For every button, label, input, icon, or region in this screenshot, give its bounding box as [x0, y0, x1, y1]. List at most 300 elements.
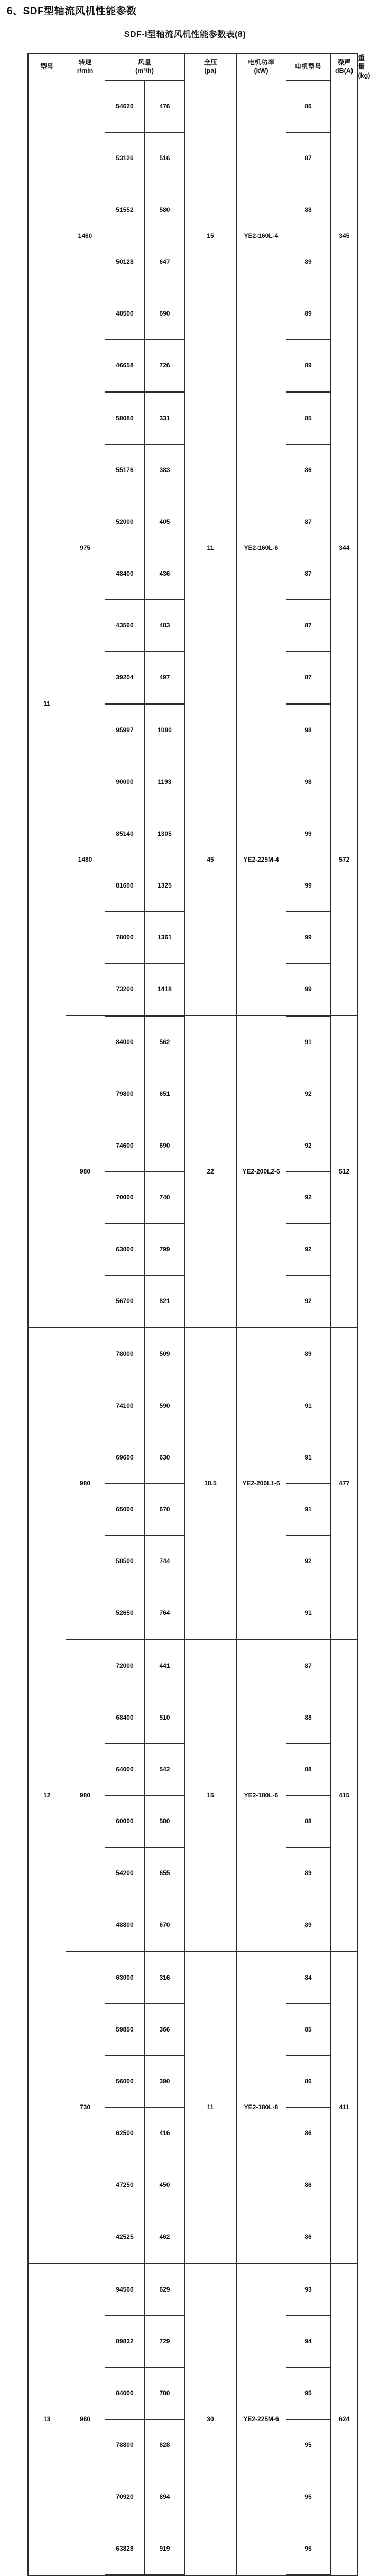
table-title: SDF-I型轴流风机性能参数表(8)	[124, 30, 246, 39]
pressure-cell: 1418	[145, 963, 184, 1015]
table-row	[105, 1795, 184, 1847]
pressure-cell: 441	[145, 1640, 184, 1692]
table-row	[286, 1795, 330, 1847]
pressure-cell: 726	[145, 339, 184, 391]
noise-grid	[286, 1640, 330, 1951]
noise-container	[286, 80, 330, 392]
noise-container	[286, 392, 330, 704]
pressure-cell: 1080	[145, 704, 184, 756]
weight-cell: 415	[330, 1639, 358, 1951]
table-row	[286, 1587, 330, 1639]
table-row	[286, 756, 330, 808]
table-row	[286, 1432, 330, 1483]
weight-cell: 624	[330, 2263, 358, 2575]
flow-pressure-grid	[105, 1016, 184, 1327]
table-row	[286, 2471, 330, 2523]
flow-cell: 50128	[105, 236, 145, 288]
noise-cell: 89	[286, 339, 330, 391]
table-row	[105, 1899, 184, 1951]
noise-cell: 89	[286, 1328, 330, 1380]
table-row	[286, 2003, 330, 2055]
table-row	[105, 496, 184, 548]
noise-cell: 86	[286, 2159, 330, 2211]
pressure-cell: 580	[145, 1795, 184, 1847]
noise-cell: 92	[286, 1068, 330, 1120]
flow-cell: 59850	[105, 2003, 145, 2055]
power-cell: 15	[184, 1639, 236, 1951]
pressure-cell: 740	[145, 1171, 184, 1223]
noise-cell: 89	[286, 1847, 330, 1899]
pressure-cell: 542	[145, 1743, 184, 1795]
flow-pressure-grid	[105, 1328, 184, 1639]
noise-grid	[286, 2264, 330, 2575]
pressure-cell: 450	[145, 2159, 184, 2211]
table-row	[286, 392, 330, 444]
flow-cell: 52650	[105, 1587, 145, 1639]
table-row	[105, 132, 184, 184]
flow-cell: 48500	[105, 288, 145, 339]
weight-cell: 345	[330, 80, 358, 392]
table-row	[286, 80, 330, 132]
pressure-cell: 828	[145, 2419, 184, 2471]
table-row	[105, 392, 184, 444]
power-cell: 22	[184, 1015, 236, 1327]
col-header-power: 电机功率 (kW)	[236, 53, 286, 80]
table-row	[286, 1952, 330, 2003]
table-row	[105, 1952, 184, 2003]
motor-model-cell: YE2-200L2-6	[236, 1015, 286, 1327]
noise-cell: 91	[286, 1380, 330, 1432]
fan-block-row	[28, 1639, 358, 1951]
pressure-cell: 476	[145, 80, 184, 132]
flow-cell: 39204	[105, 651, 145, 703]
flow-pressure-container	[105, 392, 184, 704]
flow-cell: 62500	[105, 2107, 145, 2159]
pressure-cell: 483	[145, 599, 184, 651]
weight-cell: 411	[330, 1951, 358, 2263]
table-row	[286, 1275, 330, 1327]
table-row	[286, 2315, 330, 2367]
pressure-cell: 1305	[145, 808, 184, 860]
table-row	[105, 2315, 184, 2367]
model-cell: 12	[28, 1327, 66, 2263]
flow-cell: 94560	[105, 2264, 145, 2315]
motor-model-cell: YE2-200L1-6	[236, 1327, 286, 1639]
noise-cell: 94	[286, 2315, 330, 2367]
table-row	[105, 1847, 184, 1899]
table-row	[286, 548, 330, 599]
flow-pressure-container	[105, 80, 184, 392]
table-row	[286, 2523, 330, 2574]
col-header-noise: 噪声 dB(A)	[330, 53, 358, 80]
table-row	[105, 1483, 184, 1535]
pressure-cell: 416	[145, 2107, 184, 2159]
table-row	[105, 548, 184, 599]
flow-cell: 60000	[105, 1795, 145, 1847]
noise-cell: 89	[286, 236, 330, 288]
pressure-cell: 647	[145, 236, 184, 288]
table-row	[286, 911, 330, 963]
flow-cell: 48400	[105, 548, 145, 599]
pressure-cell: 630	[145, 1432, 184, 1483]
pressure-cell: 590	[145, 1380, 184, 1432]
noise-cell: 88	[286, 1743, 330, 1795]
motor-model-cell: YE2-225M-6	[236, 2263, 286, 2575]
pressure-cell: 436	[145, 548, 184, 599]
col-header-pressure: 全压 (pa)	[184, 53, 236, 80]
noise-cell: 92	[286, 1275, 330, 1327]
fan-block-row	[28, 80, 358, 392]
motor-model-cell: YE2-160L-6	[236, 392, 286, 704]
table-row	[105, 1120, 184, 1171]
flow-pressure-container	[105, 1639, 184, 1951]
noise-cell: 85	[286, 2003, 330, 2055]
flow-pressure-container	[105, 1327, 184, 1639]
flow-pressure-container	[105, 1951, 184, 2263]
pressure-cell: 405	[145, 496, 184, 548]
pressure-cell: 744	[145, 1535, 184, 1587]
fan-block-row	[28, 1015, 358, 1327]
flow-pressure-grid	[105, 80, 184, 392]
flow-cell: 79800	[105, 1068, 145, 1120]
pressure-cell: 1361	[145, 911, 184, 963]
pressure-cell: 655	[145, 1847, 184, 1899]
noise-grid	[286, 1328, 330, 1639]
flow-cell: 89832	[105, 2315, 145, 2367]
speed-cell: 980	[66, 2263, 105, 2575]
pressure-cell: 331	[145, 392, 184, 444]
noise-cell: 86	[286, 444, 330, 496]
table-row	[286, 963, 330, 1015]
speed-cell: 980	[66, 1015, 105, 1327]
flow-pressure-grid	[105, 1640, 184, 1951]
table-row	[105, 444, 184, 496]
table-row	[105, 1275, 184, 1327]
noise-cell: 95	[286, 2471, 330, 2523]
pressure-cell: 780	[145, 2367, 184, 2419]
power-cell: 11	[184, 1951, 236, 2263]
flow-cell: 73200	[105, 963, 145, 1015]
table-row	[286, 2419, 330, 2471]
pressure-cell: 629	[145, 2264, 184, 2315]
table-row	[105, 1016, 184, 1068]
table-row	[286, 2159, 330, 2211]
table-row	[286, 444, 330, 496]
flow-cell: 90000	[105, 756, 145, 808]
table-row	[286, 1380, 330, 1432]
table-row	[105, 2107, 184, 2159]
flow-cell: 74100	[105, 1380, 145, 1432]
noise-cell: 95	[286, 2523, 330, 2574]
table-row	[105, 288, 184, 339]
table-row	[105, 860, 184, 911]
noise-cell: 91	[286, 1587, 330, 1639]
flow-cell: 48800	[105, 1899, 145, 1951]
table-body	[28, 80, 358, 2575]
pressure-cell: 670	[145, 1483, 184, 1535]
flow-pressure-container	[105, 2263, 184, 2575]
weight-cell: 344	[330, 392, 358, 704]
noise-cell: 88	[286, 1795, 330, 1847]
table-row	[105, 1692, 184, 1743]
fan-block-row	[28, 1951, 358, 2263]
noise-cell: 87	[286, 132, 330, 184]
pressure-cell: 562	[145, 1016, 184, 1068]
noise-cell: 91	[286, 1432, 330, 1483]
flow-cell: 70000	[105, 1171, 145, 1223]
noise-cell: 98	[286, 704, 330, 756]
table-row	[105, 2211, 184, 2263]
pressure-cell: 516	[145, 132, 184, 184]
table-row	[105, 2003, 184, 2055]
flow-cell: 70920	[105, 2471, 145, 2523]
pressure-cell: 919	[145, 2523, 184, 2574]
table-row	[286, 1120, 330, 1171]
noise-cell: 99	[286, 911, 330, 963]
noise-cell: 87	[286, 548, 330, 599]
table-row	[105, 1432, 184, 1483]
speed-cell: 730	[66, 1951, 105, 2263]
table-row	[105, 1171, 184, 1223]
table-row	[286, 1692, 330, 1743]
noise-cell: 88	[286, 184, 330, 236]
table-row	[286, 236, 330, 288]
flow-cell: 69600	[105, 1432, 145, 1483]
table-row	[105, 1743, 184, 1795]
table-row	[105, 963, 184, 1015]
noise-cell: 91	[286, 1016, 330, 1068]
motor-model-cell: YE2-180L-6	[236, 1639, 286, 1951]
col-header-speed: 转速 r/min	[66, 53, 105, 80]
pressure-cell: 580	[145, 184, 184, 236]
table-row	[286, 1016, 330, 1068]
flow-cell: 54200	[105, 1847, 145, 1899]
flow-cell: 58500	[105, 1535, 145, 1587]
noise-cell: 99	[286, 963, 330, 1015]
speed-cell: 1480	[66, 704, 105, 1015]
pressure-cell: 366	[145, 2003, 184, 2055]
noise-container	[286, 1015, 330, 1327]
pressure-cell: 690	[145, 1120, 184, 1171]
flow-cell: 78000	[105, 911, 145, 963]
pressure-cell: 799	[145, 1223, 184, 1275]
fan-block-row	[28, 704, 358, 1015]
fan-block-row	[28, 392, 358, 704]
pressure-cell: 690	[145, 288, 184, 339]
table-row	[105, 1068, 184, 1120]
flow-pressure-grid	[105, 392, 184, 704]
table-row	[286, 1640, 330, 1692]
flow-cell: 58080	[105, 392, 145, 444]
table-row	[286, 1068, 330, 1120]
noise-cell: 98	[286, 756, 330, 808]
noise-container	[286, 1639, 330, 1951]
flow-cell: 54620	[105, 80, 145, 132]
table-row	[105, 184, 184, 236]
pressure-cell: 509	[145, 1328, 184, 1380]
table-row	[105, 1535, 184, 1587]
table-row	[286, 1743, 330, 1795]
table-row	[105, 236, 184, 288]
flow-cell: 63000	[105, 1223, 145, 1275]
noise-cell: 87	[286, 1640, 330, 1692]
noise-cell: 86	[286, 2107, 330, 2159]
flow-cell: 85140	[105, 808, 145, 860]
power-cell: 15	[184, 80, 236, 392]
flow-cell: 78000	[105, 1328, 145, 1380]
flow-cell: 72000	[105, 1640, 145, 1692]
table-row	[286, 2107, 330, 2159]
pressure-cell: 651	[145, 1068, 184, 1120]
table-row	[286, 599, 330, 651]
noise-cell: 87	[286, 651, 330, 703]
flow-cell: 74600	[105, 1120, 145, 1171]
table-row	[105, 1640, 184, 1692]
model-cell: 13	[28, 2263, 66, 2575]
page-title: 6、SDF型轴流风机性能参数	[7, 6, 137, 17]
table-row	[286, 651, 330, 703]
table-row	[286, 339, 330, 391]
noise-container	[286, 704, 330, 1015]
pressure-cell: 383	[145, 444, 184, 496]
table-row	[105, 2264, 184, 2315]
table-row	[286, 1171, 330, 1223]
table-row	[105, 756, 184, 808]
table-row	[286, 2367, 330, 2419]
noise-grid	[286, 392, 330, 704]
table-row	[105, 704, 184, 756]
table-row	[105, 599, 184, 651]
speed-cell: 1460	[66, 80, 105, 392]
flow-cell: 81600	[105, 860, 145, 911]
noise-cell: 86	[286, 80, 330, 132]
table-row	[105, 2471, 184, 2523]
flow-cell: 46658	[105, 339, 145, 391]
table-row	[286, 1847, 330, 1899]
table-row	[105, 1380, 184, 1432]
table-row	[105, 1223, 184, 1275]
table-row	[105, 2159, 184, 2211]
col-header-flow: 风量 (m³/h)	[105, 53, 184, 80]
noise-cell: 89	[286, 288, 330, 339]
table-row	[286, 2055, 330, 2107]
table-row	[286, 288, 330, 339]
noise-cell: 92	[286, 1120, 330, 1171]
flow-cell: 52000	[105, 496, 145, 548]
weight-cell: 572	[330, 704, 358, 1015]
table-row	[286, 2211, 330, 2263]
flow-cell: 68400	[105, 1692, 145, 1743]
noise-cell: 87	[286, 599, 330, 651]
table-row	[286, 132, 330, 184]
power-cell: 30	[184, 2263, 236, 2575]
table-row	[105, 911, 184, 963]
noise-grid	[286, 80, 330, 392]
flow-cell: 51552	[105, 184, 145, 236]
table-row	[105, 1328, 184, 1380]
col-header-model: 型号	[28, 53, 66, 80]
flow-pressure-grid	[105, 704, 184, 1015]
flow-cell: 42525	[105, 2211, 145, 2263]
noise-cell: 91	[286, 1483, 330, 1535]
motor-model-cell: YE2-160L-4	[236, 80, 286, 392]
flow-pressure-container	[105, 704, 184, 1015]
pressure-cell: 1325	[145, 860, 184, 911]
noise-cell: 84	[286, 1952, 330, 2003]
col-header-motor: 电机型号	[286, 53, 330, 80]
pressure-cell: 670	[145, 1899, 184, 1951]
noise-grid	[286, 1952, 330, 2263]
table-row	[286, 1535, 330, 1587]
speed-cell: 975	[66, 392, 105, 704]
table-row	[286, 1899, 330, 1951]
flow-pressure-grid	[105, 1952, 184, 2263]
noise-grid	[286, 704, 330, 1015]
noise-cell: 85	[286, 392, 330, 444]
weight-cell: 477	[330, 1327, 358, 1639]
flow-cell: 53126	[105, 132, 145, 184]
noise-cell: 93	[286, 2264, 330, 2315]
flow-cell: 56700	[105, 1275, 145, 1327]
flow-cell: 84000	[105, 1016, 145, 1068]
flow-cell: 47250	[105, 2159, 145, 2211]
noise-cell: 86	[286, 2211, 330, 2263]
table-row	[105, 1587, 184, 1639]
noise-container	[286, 1327, 330, 1639]
speed-cell: 980	[66, 1327, 105, 1639]
model-cell: 11	[28, 80, 66, 1327]
power-cell: 18.5	[184, 1327, 236, 1639]
flow-pressure-container	[105, 1015, 184, 1327]
flow-cell: 95997	[105, 704, 145, 756]
pressure-cell: 764	[145, 1587, 184, 1639]
table-row	[105, 2523, 184, 2574]
table-row	[286, 2264, 330, 2315]
table-row	[286, 1328, 330, 1380]
noise-cell: 99	[286, 808, 330, 860]
pressure-cell: 462	[145, 2211, 184, 2263]
noise-container	[286, 1951, 330, 2263]
noise-cell: 87	[286, 496, 330, 548]
flow-cell: 84000	[105, 2367, 145, 2419]
noise-cell: 89	[286, 1899, 330, 1951]
pressure-cell: 729	[145, 2315, 184, 2367]
table-row	[105, 2055, 184, 2107]
table-row	[105, 339, 184, 391]
motor-model-cell: YE2-225M-4	[236, 704, 286, 1015]
table-header-row: 型号 转速 r/min 风量 (m³/h) 全压 (pa) 电机功率 (kW) 电机型号 噪声 dB(A) 重量 (kg)	[28, 53, 358, 80]
table-row	[105, 2367, 184, 2419]
weight-cell: 512	[330, 1015, 358, 1327]
flow-cell: 78800	[105, 2419, 145, 2471]
table-row	[286, 1483, 330, 1535]
noise-cell: 88	[286, 1692, 330, 1743]
noise-cell: 92	[286, 1171, 330, 1223]
flow-cell: 43560	[105, 599, 145, 651]
noise-grid	[286, 1016, 330, 1327]
fan-block-row	[28, 2263, 358, 2575]
motor-model-cell: YE2-180L-8	[236, 1951, 286, 2263]
pressure-cell: 894	[145, 2471, 184, 2523]
table-row	[286, 184, 330, 236]
flow-cell: 55176	[105, 444, 145, 496]
noise-cell: 92	[286, 1535, 330, 1587]
table-row	[105, 80, 184, 132]
flow-cell: 63000	[105, 1952, 145, 2003]
noise-cell: 95	[286, 2419, 330, 2471]
noise-container	[286, 2263, 330, 2575]
flow-cell: 64000	[105, 1743, 145, 1795]
